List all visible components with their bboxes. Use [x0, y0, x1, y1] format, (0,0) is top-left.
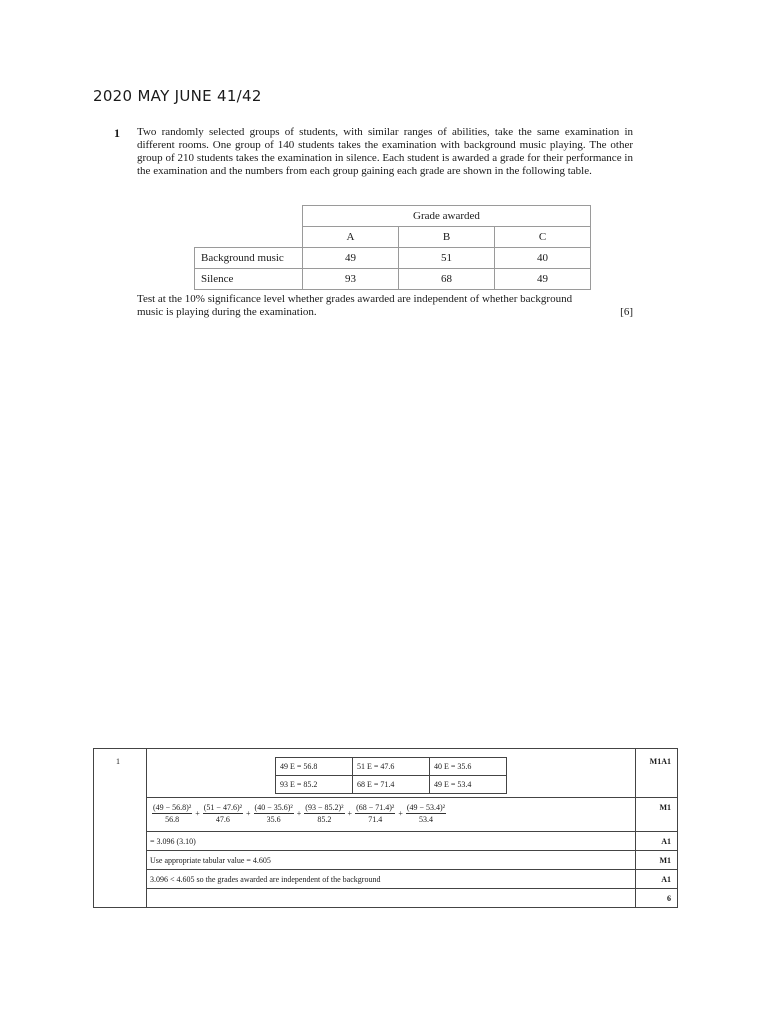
- row-divider: [146, 869, 677, 870]
- page-heading: 2020 MAY JUNE 41/42: [93, 87, 262, 105]
- table-cell: 40: [495, 248, 591, 269]
- formula-term: $\frac{\text{(40 − 35.6)²}}{35.6}$: [254, 803, 293, 824]
- table-row: [276, 758, 507, 776]
- test-line-2: music is playing during the examination.: [137, 306, 317, 318]
- table-cell: 93 E = 85.2: [276, 776, 353, 794]
- table-cell: 51 E = 47.6: [353, 758, 430, 776]
- formula-term: $\frac{\text{(49 − 56.8)²}}{56.8}$: [153, 803, 192, 824]
- tabular-value: Use appropriate tabular value = 4.605: [150, 856, 271, 865]
- total-marks: 6: [667, 894, 671, 903]
- question-paragraph: Two randomly selected groups of students, with similar ranges of abilities, take the same examination in different rooms. One group of 140 students takes the examination with background music playing. The other group of 210 students takes the examination in silence. Each student is awarded a grade for their performance in the examination and the numbers from each group gaining each grade are shown in the following table.: [137, 126, 633, 177]
- question-text: [137, 126, 633, 178]
- column-divider: [146, 749, 147, 907]
- row-divider: [146, 797, 677, 798]
- table-cell: 51: [399, 248, 495, 269]
- mark-m1: M1: [659, 856, 671, 865]
- formula-term: $\frac{\text{(51 − 47.6)²}}{47.6}$: [203, 803, 243, 824]
- row-divider: [146, 850, 677, 851]
- formula-term: $\frac{\text{(68 − 71.4)²}}{71.4}$: [356, 803, 395, 824]
- table-row: [195, 269, 591, 290]
- table-cell: 93: [303, 269, 399, 290]
- mark-a1: A1: [661, 837, 671, 846]
- row-divider: [146, 831, 677, 832]
- expected-values-table: [275, 757, 507, 794]
- question-number: 1: [114, 126, 120, 140]
- mark-m1: M1: [659, 803, 671, 812]
- table-row: [276, 776, 507, 794]
- question-marks: [6]: [620, 306, 633, 318]
- test-line-1: Test at the 10% significance level whether grades awarded are independent of whether background: [137, 293, 573, 305]
- formula-term: $\frac{\text{(93 − 85.2)²}}{85.2}$: [305, 803, 344, 824]
- chi-squared-formula: $\frac{\text{(49 − 56.8)²}}{56.8}$ + $\frac{\text{(51 − 47.6)²}}{47.6}$ + $\frac{\text{(40 − 35.6)²}}{35.6}$ + $\frac{\text{(93 − 85.2)²}}{85.2}$ + $\frac{\text{(68 − 71.4)²}}{71.4}$ + $\frac{\text{(49 − 53.4)²}}{53.4}$: [153, 803, 446, 824]
- table-row: [195, 248, 591, 269]
- table-cell: 49: [303, 248, 399, 269]
- row-label-background-music: Background music: [195, 248, 303, 269]
- mark-scheme-table: [93, 748, 678, 908]
- table-cell: 49 E = 56.8: [276, 758, 353, 776]
- table-cell: 49 E = 53.4: [430, 776, 507, 794]
- grades-table: [194, 205, 591, 290]
- conclusion: 3.096 < 4.605 so the grades awarded are independent of the background: [150, 875, 381, 884]
- table-cell: 49: [495, 269, 591, 290]
- grade-header-b: B: [399, 227, 495, 248]
- table-corner: [195, 206, 303, 227]
- mark-a1: A1: [661, 875, 671, 884]
- table-corner: [195, 227, 303, 248]
- grade-header-c: C: [495, 227, 591, 248]
- row-divider: [146, 888, 677, 889]
- test-instruction: [137, 293, 633, 319]
- row-label-silence: Silence: [195, 269, 303, 290]
- mark-m1a1: M1A1: [649, 757, 671, 766]
- ms-question-number: 1: [116, 757, 120, 766]
- table-cell: 68: [399, 269, 495, 290]
- grade-header-a: A: [303, 227, 399, 248]
- chi-squared-result: = 3.096 (3.10): [150, 837, 196, 846]
- grade-awarded-header: Grade awarded: [303, 206, 591, 227]
- column-divider: [635, 749, 636, 907]
- table-cell: 68 E = 71.4: [353, 776, 430, 794]
- table-cell: 40 E = 35.6: [430, 758, 507, 776]
- formula-term: $\frac{\text{(49 − 53.4)²}}{53.4}$: [406, 803, 446, 824]
